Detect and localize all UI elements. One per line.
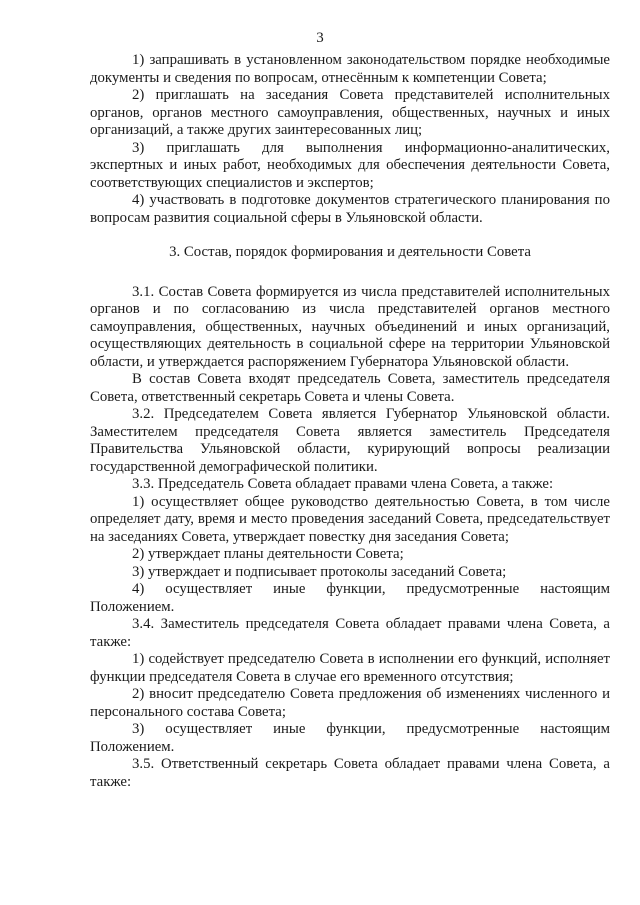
document-body [90,52,610,791]
paragraph-3-3: 3.3. Председатель Совета обладает правами члена Совета, а также: [132,476,554,492]
paragraph-3-3-item-2: 2) утверждает планы деятельности Совета; [132,546,404,562]
paragraph-right-1: 1) запрашивать в установленном законодательством порядке необходимые документы и сведения по вопросам, отнесённым к компетенции Совета; [90,52,610,86]
section-heading: 3. Состав, порядок формирования и деятельности Совета [169,244,531,260]
paragraph-3-2: 3.2. Председателем Совета является Губернатор Ульяновской области. Заместителем председателя Совета является заместитель Председателя Правительства Ульяновской области, курирующий вопросы реализации государственной демографической политики. [90,406,610,475]
paragraph-composition: В состав Совета входят председатель Совета, заместитель председателя Совета, ответственный секретарь Совета и члены Совета. [90,371,610,405]
paragraph-right-4: 4) участвовать в подготовке документов стратегического планирования по вопросам развития социальной сферы в Ульяновской области. [90,192,610,226]
paragraph-3-4-item-1: 1) содействует председателю Совета в исполнении его функций, исполняет функции председателя Совета в случае его временного отсутствия; [90,651,610,685]
paragraph-3-3-item-3: 3) утверждает и подписывает протоколы заседаний Совета; [132,563,507,580]
page-number: 3 [316,30,324,46]
paragraph-3-5: 3.5. Ответственный секретарь Совета обладает правами члена Совета, а также: [90,756,610,790]
paragraph-3-3-item-4: 4) осуществляет иные функции, предусмотренные настоящим Положением. [90,581,610,615]
paragraph-3-1: 3.1. Состав Совета формируется из числа представителей исполнительных органов и по согласованию из числа представителей органов местного самоуправления, общественных, научных объединений и иных организаций, осуществляющих деятельность в социальной сфере на территории Ульяновской области, и утверждается распоряжением Губернатора Ульяновской области. [90,283,610,370]
paragraph-3-4-item-2: 2) вносит председателю Совета предложения об изменениях численного и персонального состава Совета; [90,686,610,720]
paragraph-right-3: 3) приглашать для выполнения информационно-аналитических, экспертных и иных работ, необходимых для обеспечения деятельности Совета, соответствующих специалистов и экспертов; [90,139,610,191]
paragraph-3-4: 3.4. Заместитель председателя Совета обладает правами члена Совета, а также: [90,616,610,650]
paragraph-right-2: 2) приглашать на заседания Совета представителей исполнительных органов, органов местного самоуправления, общественных, научных и иных организаций, а также других заинтересованных лиц; [90,87,610,138]
paragraph-3-3-item-1: 1) осуществляет общее руководство деятельностью Совета, в том числе определяет дату, время и место проведения заседаний Совета, председательствует на заседаниях Совета, утверждает повестку дня заседания Совета; [90,493,610,545]
paragraph-3-4-item-3: 3) осуществляет иные функции, предусмотренные настоящим Положением. [90,721,610,755]
